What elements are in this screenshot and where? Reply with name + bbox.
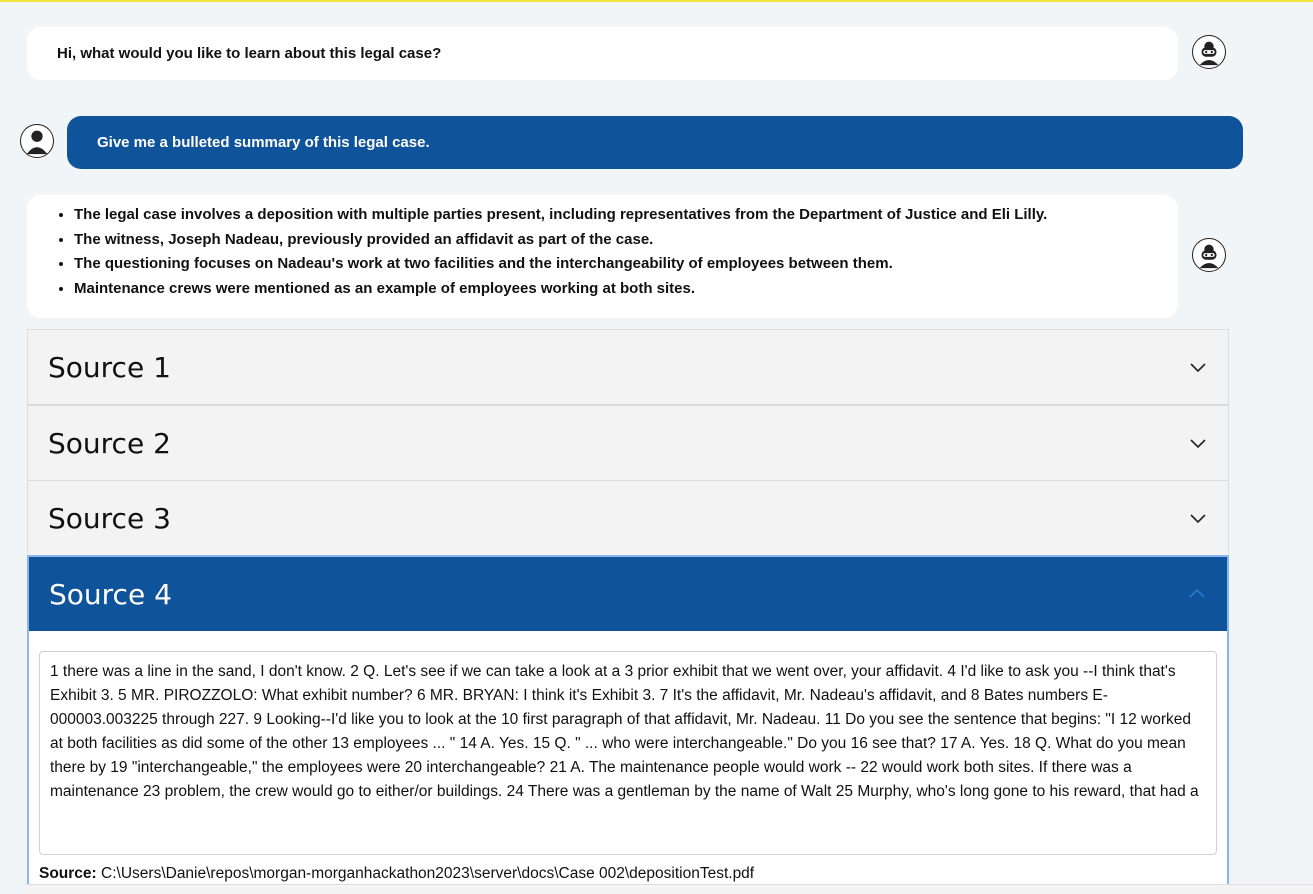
source-accordion-2	[27, 405, 1229, 481]
source-accordion-4	[27, 555, 1229, 893]
bot-avatar-icon	[1192, 238, 1226, 272]
source-4-title: Source 4	[49, 577, 172, 611]
summary-bullet: • The legal case involves a deposition with multiple parties present, including representatives from the Department of Justice and Eli Lilly.	[74, 203, 1158, 228]
chevron-down-icon	[1188, 433, 1208, 453]
bot-summary-message	[27, 195, 1178, 318]
chevron-up-icon	[1187, 584, 1207, 604]
summary-bullet: • The questioning focuses on Nadeau's work at two facilities and the interchangeability of employees between them.	[74, 252, 1158, 277]
source-2-header[interactable]	[28, 406, 1228, 480]
bot-greeting-message	[27, 27, 1178, 80]
summary-bullet: • Maintenance crews were mentioned as an example of employees working at both sites.	[74, 277, 1158, 302]
source-3-title: Source 3	[48, 501, 171, 535]
bot-greeting-text: Hi, what would you like to learn about this legal case?	[57, 45, 442, 62]
summary-bullet: • The witness, Joseph Nadeau, previously provided an affidavit as part of the case.	[74, 228, 1158, 253]
user-message	[67, 116, 1243, 169]
source-path-value: C:\Users\Danie\repos\morgan-morganhackathon2023\server\docs\Case 002\depositionTest.pdf	[101, 865, 755, 882]
source-excerpt-text: 1 there was a line in the sand, I don't know. 2 Q. Let's see if we can take a look at a 3 prior exhibit that we went over, your affidavit. 4 I'd like to ask you --I think that's Exhibit 3. 5 MR. PIROZZOLO: What exhibit number? 6 MR. BRYAN: I think it's Exhibit 3. 7 It's the affidavit, Mr. Nadeau's affidavit, and 8 Bates numbers E-000003.003225 through 227. 9 Looking--I'd like you to look at the 10 first paragraph of that affidavit, Mr. Nadeau. 11 Do you see the sentence that begins: "I 12 worked at both facilities as did some of the other 13 employees ... " 14 A. Yes. 15 Q. " ... who were interchangeable." Do you 16 see that? 17 A. Yes. 18 Q. What do you mean there by 19 "interchangeable," the employees were 20 interchangeable? 21 A. The maintenance people would work -- 22 would work both sites. If there was a maintenance 23 problem, the crew would go to either/or buildings. 24 There was a gentleman by the name of Walt 25 Murphy, who's long gone to his reward, that had a	[39, 651, 1217, 855]
source-4-body	[29, 631, 1227, 883]
chevron-down-icon	[1188, 357, 1208, 377]
source-file-path	[39, 865, 1217, 883]
summary-list	[57, 203, 1158, 301]
source-2-title: Source 2	[48, 426, 171, 460]
user-message-text: Give me a bulleted summary of this legal case.	[97, 134, 430, 151]
source-accordion-3	[27, 480, 1229, 556]
user-avatar-icon	[20, 124, 54, 158]
chevron-down-icon	[1188, 508, 1208, 528]
source-accordion-1	[27, 329, 1229, 405]
source-4-header[interactable]	[29, 557, 1227, 631]
source-path-label: Source:	[39, 865, 97, 882]
source-1-title: Source 1	[48, 350, 171, 384]
source-1-header[interactable]	[28, 330, 1228, 404]
bot-avatar-icon	[1192, 35, 1226, 69]
top-accent-bar	[0, 0, 1313, 2]
source-3-header[interactable]	[28, 481, 1228, 555]
